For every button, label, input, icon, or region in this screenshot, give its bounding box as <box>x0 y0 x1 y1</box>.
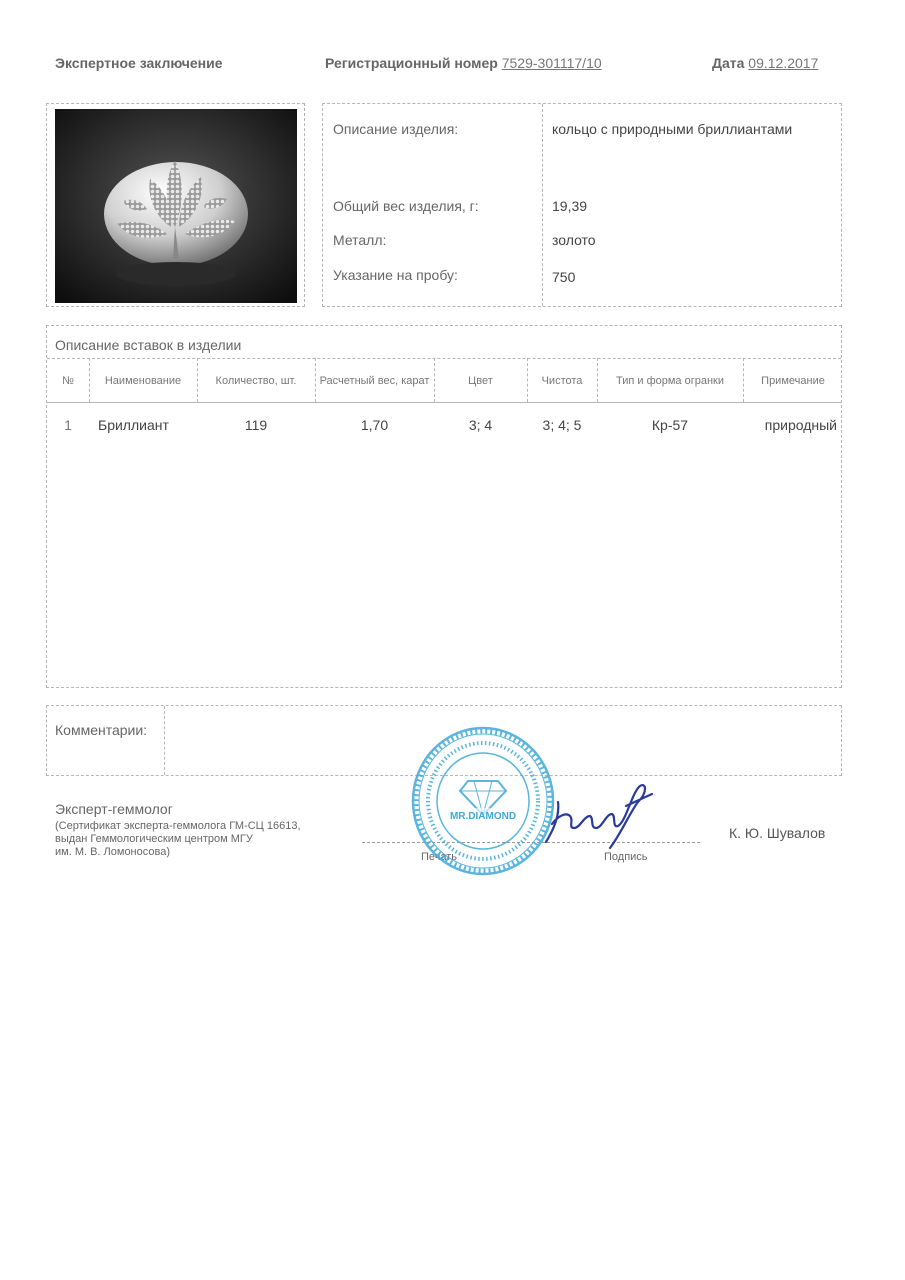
comments-label: Комментарии: <box>55 722 148 738</box>
col-weight: Расчетный вес, карат <box>319 375 430 387</box>
cell-note: природный <box>764 417 837 433</box>
signature-label: Подпись <box>604 851 648 863</box>
expert-name: К. Ю. Шувалов <box>729 825 826 841</box>
ring-photo <box>55 109 297 303</box>
registration-value: 7529-301117/10 <box>501 55 602 71</box>
col-color: Цвет <box>468 375 493 387</box>
weight-value: 19,39 <box>552 198 588 214</box>
col-cut: Тип и форма огранки <box>615 375 724 387</box>
metal-label: Металл: <box>333 232 387 248</box>
assay-label: Указание на пробу: <box>333 267 458 283</box>
signature-icon <box>540 772 660 852</box>
assay-value: 750 <box>552 269 576 285</box>
cell-color: 3; 4 <box>468 417 493 433</box>
item-photo-frame <box>46 103 305 307</box>
expert-title: Эксперт-геммолог <box>55 801 173 817</box>
cert-line-2: выдан Геммологическим центром МГУ <box>55 833 253 845</box>
col-number: № <box>62 375 74 387</box>
cell-cut: Кр-57 <box>651 417 689 433</box>
expert-certificate <box>55 820 301 859</box>
document-date <box>712 55 818 71</box>
cell-weight: 1,70 <box>360 417 389 433</box>
cell-quantity: 119 <box>244 417 268 433</box>
col-note: Примечание <box>761 375 825 387</box>
date-value: 09.12.2017 <box>748 55 819 71</box>
col-name: Наименование <box>104 375 182 387</box>
inserts-table <box>46 325 842 688</box>
description-label: Описание изделия: <box>333 121 459 137</box>
description-value: кольцо с природными бриллиантами <box>552 121 793 137</box>
cell-number: 1 <box>64 417 72 433</box>
registration-label: Регистрационный номер <box>325 55 498 71</box>
company-stamp <box>408 723 558 878</box>
date-label: Дата <box>712 55 745 71</box>
weight-label: Общий вес изделия, г: <box>333 198 479 214</box>
registration-number <box>325 55 602 71</box>
document-title: Экспертное заключение <box>55 55 223 71</box>
cert-line-3: им. М. В. Ломоносова) <box>55 846 170 858</box>
stamp-label: Печать <box>421 851 458 863</box>
col-quantity: Количество, шт. <box>215 375 297 387</box>
cert-line-1: (Сертификат эксперта-геммолога ГМ-СЦ 16613, <box>55 820 301 832</box>
metal-value: золото <box>552 232 596 248</box>
col-clarity: Чистота <box>541 375 583 387</box>
cell-name: Бриллиант <box>98 417 169 433</box>
stamp-logo-text: MR.DIAMOND <box>449 811 517 822</box>
cell-clarity: 3; 4; 5 <box>542 417 582 433</box>
item-info-box <box>322 103 842 307</box>
inserts-title: Описание вставок в изделии <box>55 337 242 353</box>
